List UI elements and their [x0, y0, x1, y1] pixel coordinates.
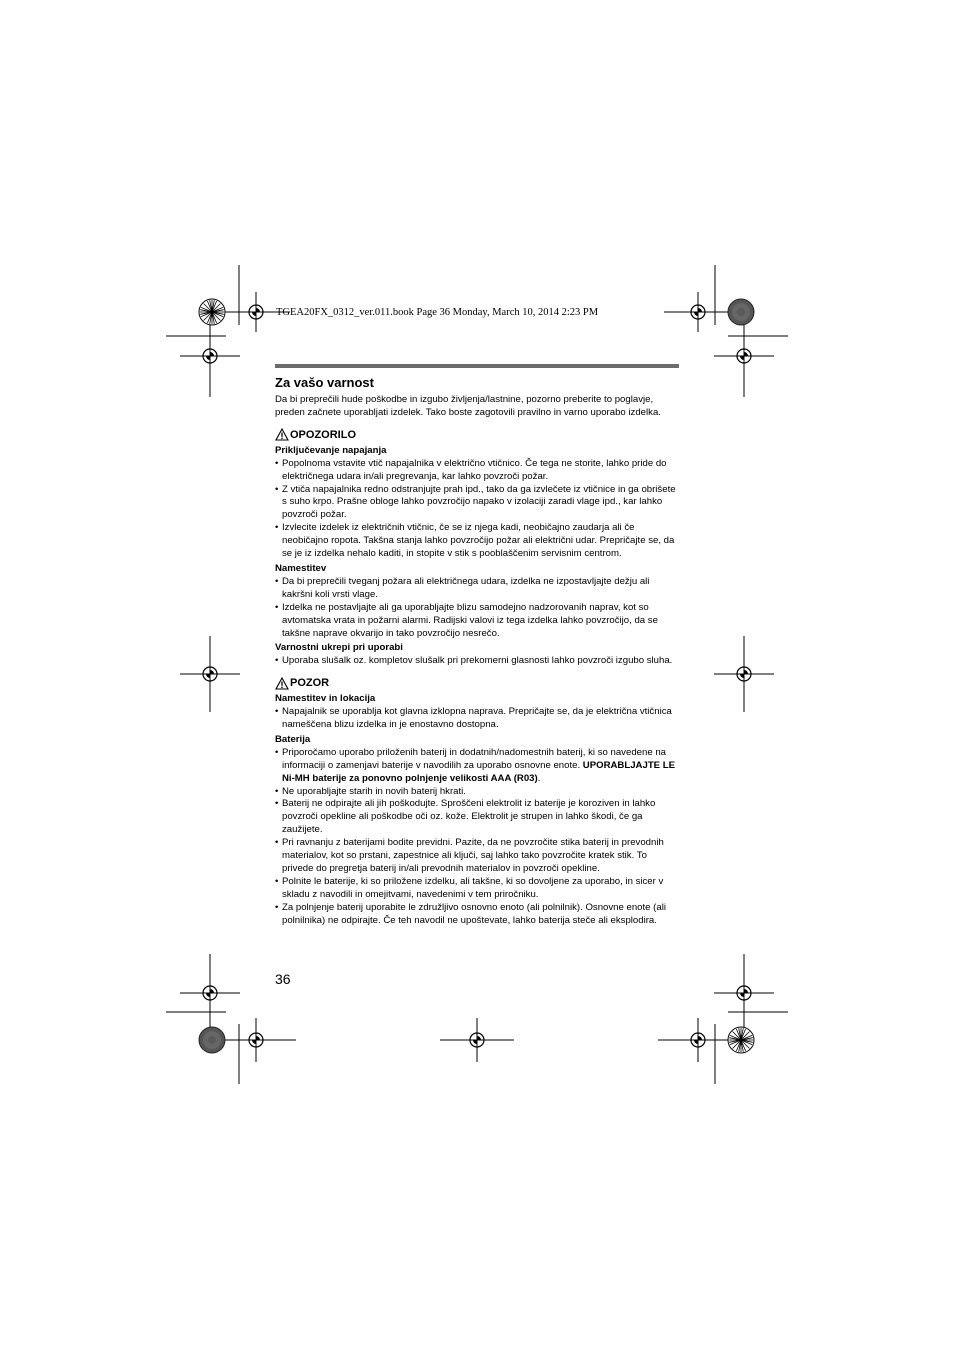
subheading-usage: Varnostni ukrepi pri uporabi: [275, 642, 403, 654]
list-item: • Popolnoma vstavite vtič napajalnika v električno vtičnico. Če tega ne storite, lahko pride do električnega udara in/ali pregrevanja, kar lahko povzroči požar.: [275, 458, 679, 484]
list-item: • Da bi preprečili tveganj požara ali električnega udara, izdelka ne izpostavljajte dežju ali kakršni koli vrsti vlage.: [275, 576, 679, 602]
list-item: • Z vtiča napajalnika redno odstranjujte prah ipd., tako da ga izvlečete iz vtičnice in ga obrišete s suho krpo. Prašne obloge lahko povzročijo napako v izolaciji zaradi vlage ipd., kar lahko povzroči požar.: [275, 484, 679, 523]
list-item: • Baterij ne odpirajte ali jih poškodujte. Sproščeni elektrolit iz baterije je koroziven in lahko povzroči opekline ali poškodbe oči oz. kože. Elektrolit je strupen in lahko škodi, če ga zaužijete.: [275, 798, 679, 837]
caution-heading: [275, 676, 679, 690]
list-item: • Ne uporabljajte starih in novih baterij hkrati.: [275, 786, 679, 799]
power-list: [275, 458, 679, 561]
list-item: • Pri ravnanju z baterijami bodite previdni. Pazite, da ne povzročite stika baterij in prevodnih materialov, kot so prstani, zapestnice ali ključi, saj lahko tako povzročite kratek stik. To privede do pregretja baterij in/ali prevodnih materialov in povzroči opekline.: [275, 837, 679, 876]
caution-triangle-icon: [275, 677, 289, 690]
list-item: • Uporaba slušalk oz. kompletov slušalk pri prekomerni glasnosti lahko povzroči izgubo sluha.: [275, 655, 679, 668]
warning-heading-label: OPOZORILO: [290, 428, 356, 441]
list-item: • Izvlecite izdelek iz električnih vtičnic, če se iz njega kadi, neobičajno zaudarja ali če neobičajno ropota. Takšna stanja lahko povzročijo požar ali električni udar. Prepričajte se, da se je iz izdelka nehalo kaditi, in stopite v stik s pooblaščenim servisnim centrom.: [275, 522, 679, 561]
section-title: Za vašo varnost: [275, 375, 374, 390]
list-item: • Izdelka ne postavljajte ali ga uporabljajte blizu samodejno nadzorovanih naprav, kot so avtomatska vrata in požarni alarmi. Radijski valovi iz tega izdelka lahko povzročijo, da se takšne naprave okvarijo in tako povzročijo nesrečo.: [275, 602, 679, 641]
list-item: [275, 747, 679, 786]
section-rule: [275, 364, 679, 368]
caution-heading-label: POZOR: [290, 677, 330, 690]
subheading-battery: Baterija: [275, 733, 311, 745]
location-list: [275, 706, 679, 732]
intro-text: Da bi preprečili hude poškodbe in izgubo življenja/lastnine, pozorno preberite to poglavje, preden začnete uporabljati izdelek. Tako boste zagotovili pravilno in varno uporabo izdelka.: [275, 394, 661, 418]
subheading-location: Namestitev in lokacija: [275, 693, 376, 705]
list-item: • Napajalnik se uporablja kot glavna izklopna naprava. Prepričajte se, da je električna vtičnica nameščena blizu izdelka in je enostavno dostopna.: [275, 706, 679, 732]
list-item: • Za polnjenje baterij uporabite le združljivo osnovno enoto (ali polnilnik). Osnovne enote (ali polnilnika) ne odpirajte. Če teh navodil ne upoštevate, lahko baterija steče ali eksplodira.: [275, 902, 679, 928]
page-content: [275, 364, 679, 928]
battery-bold-text: UPORABLJAJTE LE Ni-MH baterije za ponovno polnjenje velikosti AAA (R03): [282, 759, 675, 784]
battery-text-end: .: [537, 772, 541, 784]
installation-list: [275, 576, 679, 641]
page-number: 36: [275, 971, 291, 987]
battery-text: Priporočamo uporabo priloženih baterij in dodatnih/nadomestnih baterij, ki so navedene na informaciji o zamenjavi baterije v navodilih za uporabo osnovne enote.: [282, 746, 666, 771]
warning-heading: [275, 428, 679, 442]
usage-list: [275, 655, 679, 668]
battery-list: [275, 747, 679, 928]
list-item: • Polnite le baterije, ki so priložene izdelku, ali takšne, ki so dovoljene za uporabo, in sicer v skladu z navodili in omejitvami, navedenimi v tem priročniku.: [275, 876, 679, 902]
subheading-power: Priključevanje napajanja: [275, 444, 387, 456]
subheading-installation: Namestitev: [275, 562, 327, 574]
warning-triangle-icon: [275, 428, 289, 441]
print-header: TGEA20FX_0312_ver.011.book Page 36 Monday, March 10, 2014 2:23 PM: [276, 307, 599, 318]
